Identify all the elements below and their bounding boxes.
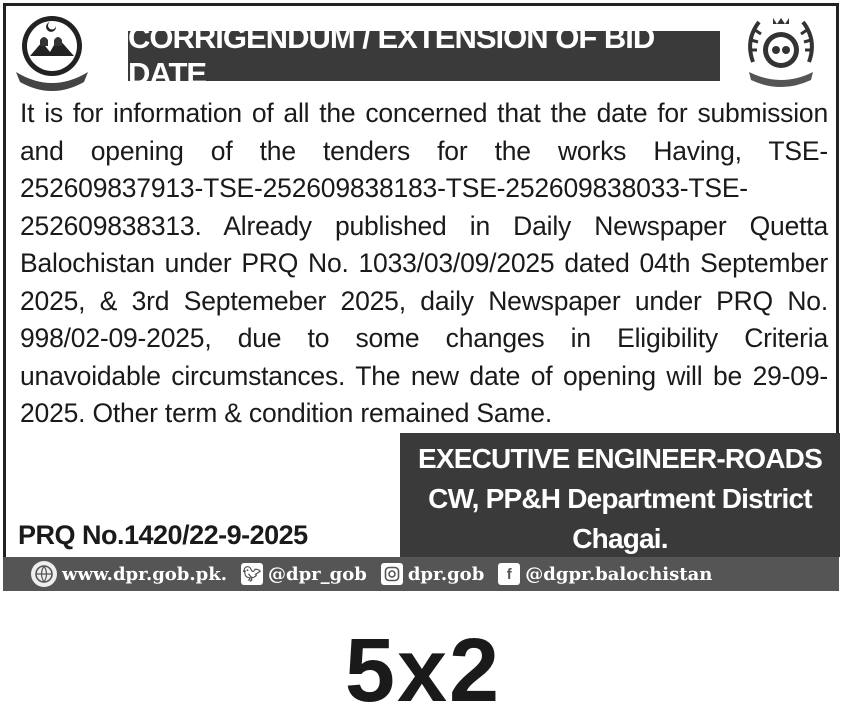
body-line: unavoidable circumstances. The new date of opening will be 29-09- bbox=[20, 360, 828, 391]
facebook-handle[interactable]: @dgpr.balochistan bbox=[525, 563, 713, 585]
body-line: 252609838313. Already published in Daily Newspaper Quetta bbox=[20, 210, 828, 241]
body-line: Balochistan under PRQ No. 1033/03/09/2025 dated 04th September bbox=[20, 248, 828, 278]
body-line: 998/02-09-2025, due to some changes in Eligibility Criteria bbox=[20, 323, 828, 353]
footer-facebook[interactable] bbox=[498, 563, 712, 585]
footer-bar bbox=[3, 557, 839, 591]
facebook-icon: f bbox=[498, 563, 520, 585]
twitter-handle[interactable]: @dpr_gob bbox=[267, 563, 367, 585]
signature-line-2: CW, PP&H Department District bbox=[428, 483, 812, 514]
directorate-emblem-icon bbox=[735, 10, 827, 92]
signature-line-3: Chagai. bbox=[572, 523, 668, 554]
signature-block bbox=[400, 433, 840, 557]
signature-line-1: EXECUTIVE ENGINEER-ROADS bbox=[418, 443, 822, 474]
globe-icon bbox=[31, 561, 57, 587]
website-link[interactable]: www.dpr.gob.pk. bbox=[62, 563, 227, 585]
body-line: and opening of the tenders for the works Having, TSE- bbox=[20, 135, 828, 166]
page-title: CORRIGENDUM / EXTENSION OF BID DATE bbox=[128, 31, 720, 81]
footer-website[interactable] bbox=[31, 561, 227, 587]
body-line: It is for information of all the concerned that the date for submission bbox=[20, 98, 828, 128]
twitter-icon: 🐦︎ bbox=[242, 565, 262, 583]
balochistan-emblem-icon bbox=[10, 12, 94, 92]
footer-instagram[interactable] bbox=[381, 563, 484, 585]
body-line: 2025. Other term & condition remained Same. bbox=[20, 398, 552, 428]
instagram-handle[interactable]: dpr.gob bbox=[407, 563, 485, 585]
prq-number: PRQ No.1420/22-9-2025 bbox=[18, 520, 308, 550]
ad-size-label: 5x2 bbox=[344, 621, 502, 721]
footer-twitter[interactable] bbox=[241, 563, 367, 585]
instagram-icon bbox=[381, 563, 403, 585]
notice-body bbox=[20, 95, 828, 433]
body-line: 2025, & 3rd Septemeber 2025, daily Newspaper under PRQ No. bbox=[20, 285, 828, 316]
body-line: 252609837913-TSE-252609838183-TSE-252609838033-TSE- bbox=[20, 173, 748, 203]
